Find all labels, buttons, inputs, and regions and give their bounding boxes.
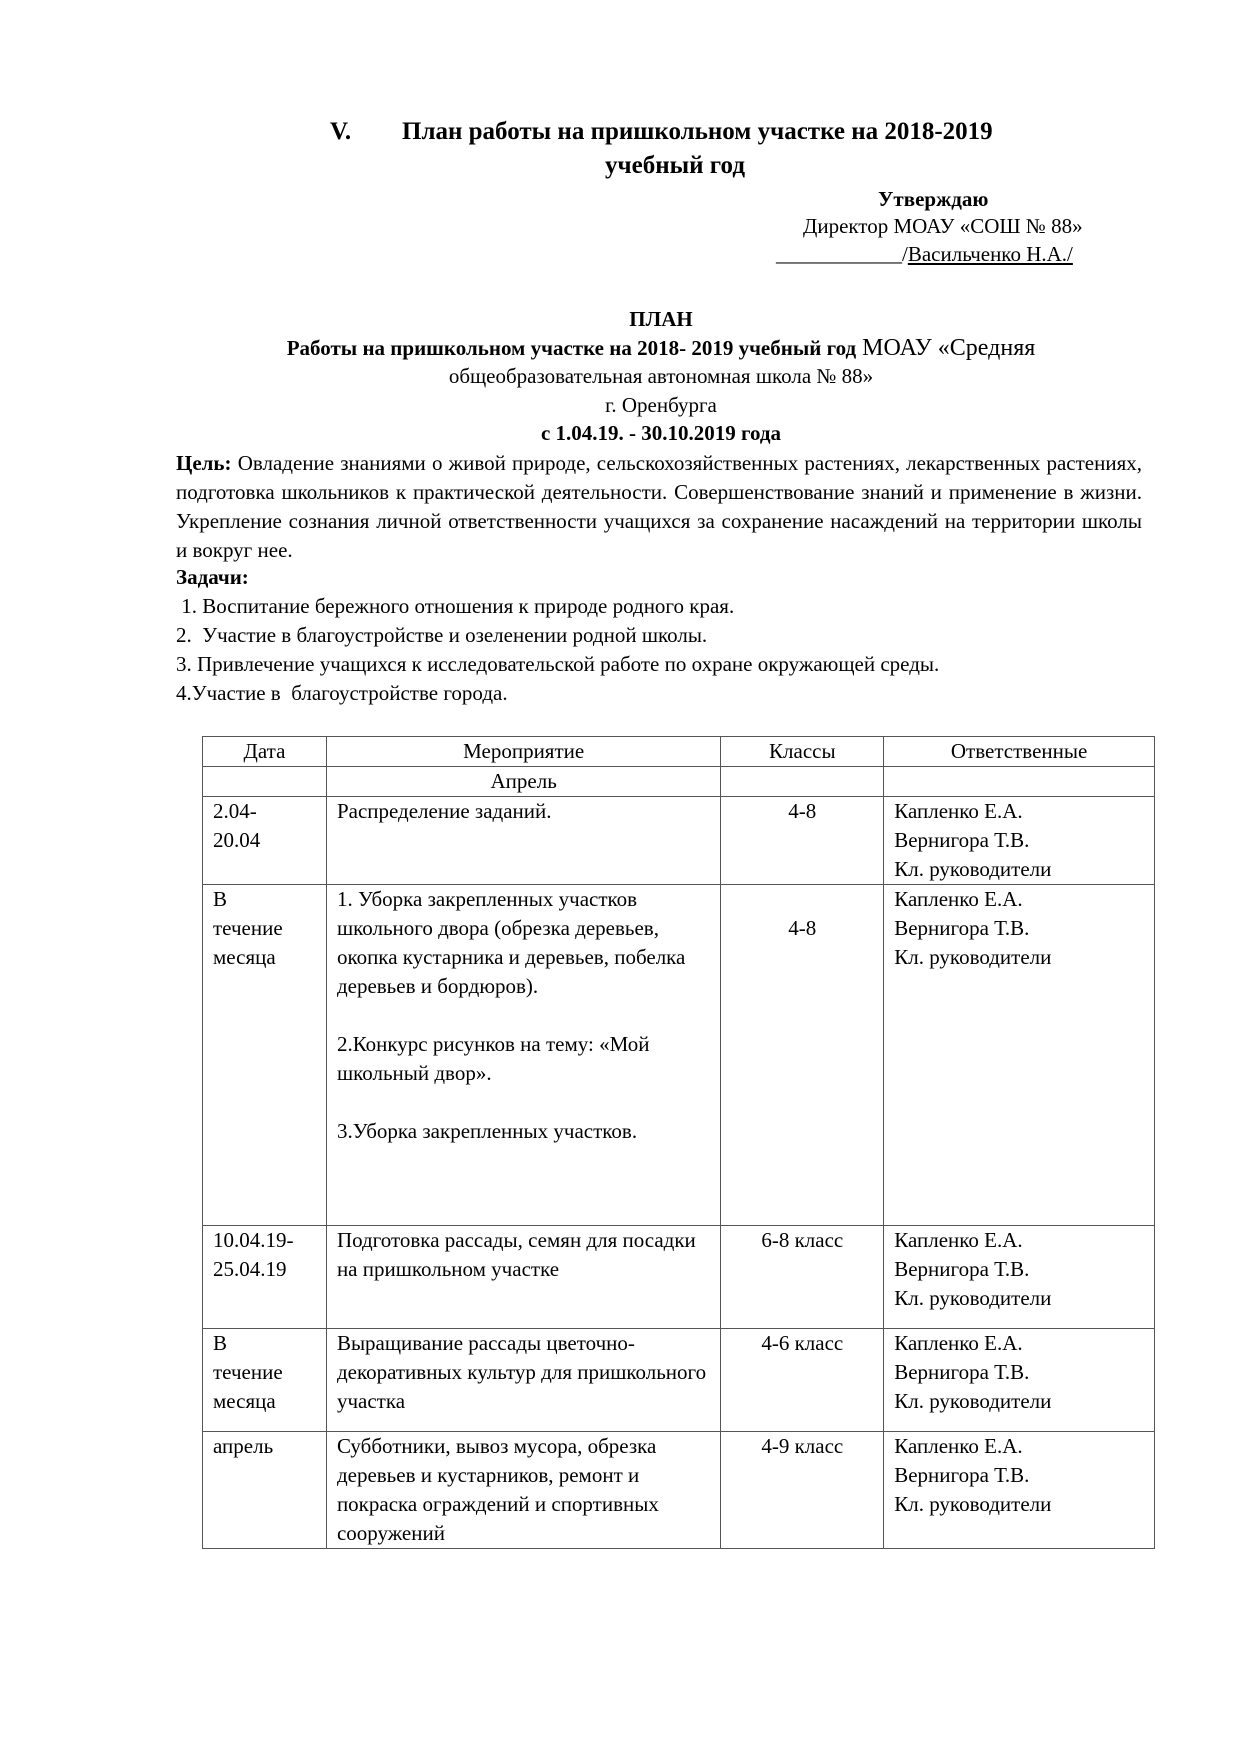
cell-date: В течение месяца [203,885,327,1226]
cell-classes: 4-6 класс [721,1329,884,1432]
header-responsible: Ответственные [884,737,1155,767]
cell-responsible: Капленко Е.А. Вернигора Т.В. Кл. руководители [884,1226,1155,1329]
cell-responsible: Капленко Е.А. Вернигора Т.В. Кл. руководители [884,797,1155,885]
goal-text: Овладение знаниями о живой природе, сельскохозяйственных растениях, лекарственных растениях, подготовка школьников к практической деятельности. Совершенствование знаний и применение в жизни. Укрепление сознания личной ответственности учащихся за сохранение насаждений на территории школы и вокруг нее. [176,451,1142,562]
plan-subtitle-school: МОАУ «Средняя [856,335,1036,361]
cell-responsible: Капленко Е.А. Вернигора Т.В. Кл. руководители [884,1329,1155,1432]
plan-subtitle [176,335,1146,362]
plan-heading: ПЛАН [629,307,693,331]
header-classes: Классы [721,737,884,767]
cell-classes: 4-8 [721,885,884,1226]
section-title-line2: учебный год [605,152,745,179]
cell-date: апрель [203,1432,327,1549]
table-header-row [203,737,1155,767]
cell-responsible: Капленко Е.А. Вернигора Т.В. Кл. руководители [884,1432,1155,1549]
tasks-heading: Задачи: [176,565,249,589]
table-row [203,1432,1155,1549]
table-row [203,1329,1155,1432]
plan-city: г. Оренбурга [605,393,717,417]
header-date: Дата [203,737,327,767]
cell-event: Субботники, вывоз мусора, обрезка деревьев и кустарников, ремонт и покраска ограждений и спортивных сооружений [326,1432,720,1549]
cell-event: Выращивание рассады цветочно-декоративных культур для пришкольного участка [326,1329,720,1432]
cell-event: Распределение заданий. [326,797,720,885]
cell-classes: 4-8 [721,797,884,885]
cell-date: 2.04- 20.04 [203,797,327,885]
goal-label: Цель: [176,451,232,475]
approval-signature [776,242,1073,267]
cell-event: 1. Уборка закрепленных участков школьного двора (обрезка деревьев, окопка кустарника и деревьев, побелка деревьев и бордюров). 2.Конкурс рисунков на тему: «Мой школьный двор». 3.Уборка закрепленных участков. [326,885,720,1226]
plan-subtitle-bold: Работы на пришкольном участке на 2018- 2019 учебный год [286,336,857,360]
signatory-name: Васильченко Н.А./ [907,242,1073,266]
plan-table [202,736,1155,1549]
cell-date: В течение месяца [203,1329,327,1432]
task-item: 2. Участие в благоустройстве и озеленении родной школы. [176,623,708,647]
cell-event: Подготовка рассады, семян для посадки на пришкольном участке [326,1226,720,1329]
section-title-line1: План работы на пришкольном участке на 2018-2019 [402,118,993,145]
task-item: 4.Участие в благоустройстве города. [176,681,508,705]
month-row [203,767,1155,797]
month-label: Апрель [326,767,720,797]
approval-director: Директор МОАУ «СОШ № 88» [803,214,1083,238]
table-row [203,885,1155,1226]
header-event: Мероприятие [326,737,720,767]
table-row [203,1226,1155,1329]
cell-classes: 6-8 класс [721,1226,884,1329]
plan-school-name: общеобразовательная автономная школа № 88» [448,364,874,388]
signature-blank: ____________/ [776,242,908,266]
goal-paragraph [176,449,1142,565]
task-item: 1. Воспитание бережного отношения к природе родного края. [176,594,735,618]
section-number: V. [330,118,352,145]
cell-date: 10.04.19- 25.04.19 [203,1226,327,1329]
section-title [330,118,993,146]
table-row [203,797,1155,885]
cell-classes: 4-9 класс [721,1432,884,1549]
approval-label: Утверждаю [878,187,989,211]
cell-responsible: Капленко Е.А. Вернигора Т.В. Кл. руководители [884,885,1155,1226]
task-item: 3. Привлечение учащихся к исследовательской работе по охране окружающей среды. [176,652,940,676]
plan-dates: с 1.04.19. - 30.10.2019 года [540,421,782,445]
